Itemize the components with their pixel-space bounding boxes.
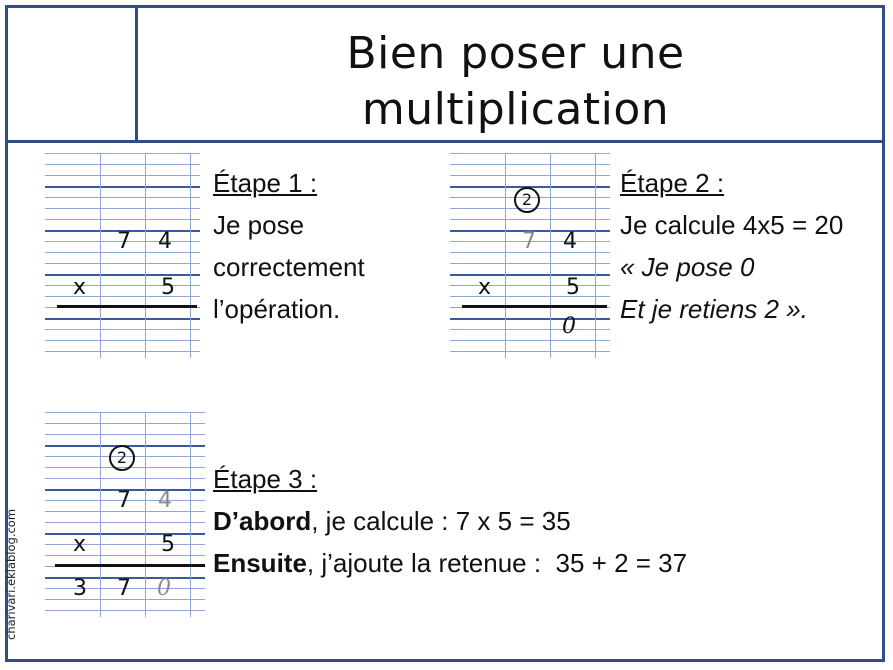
- title-line-1: Bien poser une: [346, 28, 685, 79]
- step3-line-2-rest: , j’ajoute la retenue : 35 + 2 = 37: [306, 548, 688, 578]
- step1-heading: Étape 1 :: [213, 168, 318, 198]
- step3-grid: [45, 412, 205, 617]
- step3-result-tens: 7: [117, 576, 131, 601]
- step2-digit-units: 4: [563, 229, 577, 254]
- step3-multiplier: 5: [161, 532, 175, 557]
- header-bottom-divider: [8, 140, 882, 143]
- step1-line-1: Je pose: [213, 210, 305, 240]
- step3-heading: Étape 3 :: [213, 464, 318, 494]
- header-left-divider: [135, 8, 138, 140]
- step3-line-2-bold: Ensuite: [213, 548, 307, 578]
- step3-digit-tens: 7: [117, 488, 131, 513]
- step1-times-sign: x: [73, 275, 87, 300]
- step1-multiplier: 5: [161, 275, 175, 300]
- step2-multiplier: 5: [566, 275, 580, 300]
- step3-result-units: 0: [157, 576, 171, 601]
- step2-line-3: Et je retiens 2 ».: [620, 294, 808, 324]
- step3-carry: 2: [109, 445, 135, 471]
- step1-digit-units: 4: [158, 229, 172, 254]
- step2-text: [620, 162, 843, 330]
- step3-line-1: [213, 500, 687, 542]
- page-title: [143, 26, 888, 138]
- step1-grid: [45, 153, 200, 358]
- step2-digit-tens: 7: [522, 229, 536, 254]
- step2-heading: Étape 2 :: [620, 168, 725, 198]
- step3-digit-units: 4: [158, 488, 172, 513]
- step1-digit-tens: 7: [117, 229, 131, 254]
- step3-text: [213, 458, 687, 584]
- step2-times-sign: x: [478, 275, 492, 300]
- credit-text: charivari.eklablog.com: [4, 508, 18, 640]
- step1-line-2: correctement: [213, 252, 365, 282]
- step1-text: [213, 162, 365, 330]
- step1-line-3: l’opération.: [213, 294, 341, 324]
- step3-line-1-bold: D’abord: [213, 506, 312, 536]
- step3-line-2: [213, 542, 687, 584]
- step3-line-1-rest: , je calcule : 7 x 5 = 35: [311, 506, 571, 536]
- step2-result-units: 0: [562, 314, 576, 339]
- step2-line-2: « Je pose 0: [620, 252, 755, 282]
- step2-carry: 2: [514, 187, 540, 213]
- step2-grid: [450, 153, 610, 358]
- step3-result-hundreds: 3: [73, 576, 87, 601]
- step3-times-sign: x: [73, 532, 87, 557]
- step2-line-1: Je calcule 4x5 = 20: [620, 210, 844, 240]
- title-line-2: multiplication: [361, 84, 670, 135]
